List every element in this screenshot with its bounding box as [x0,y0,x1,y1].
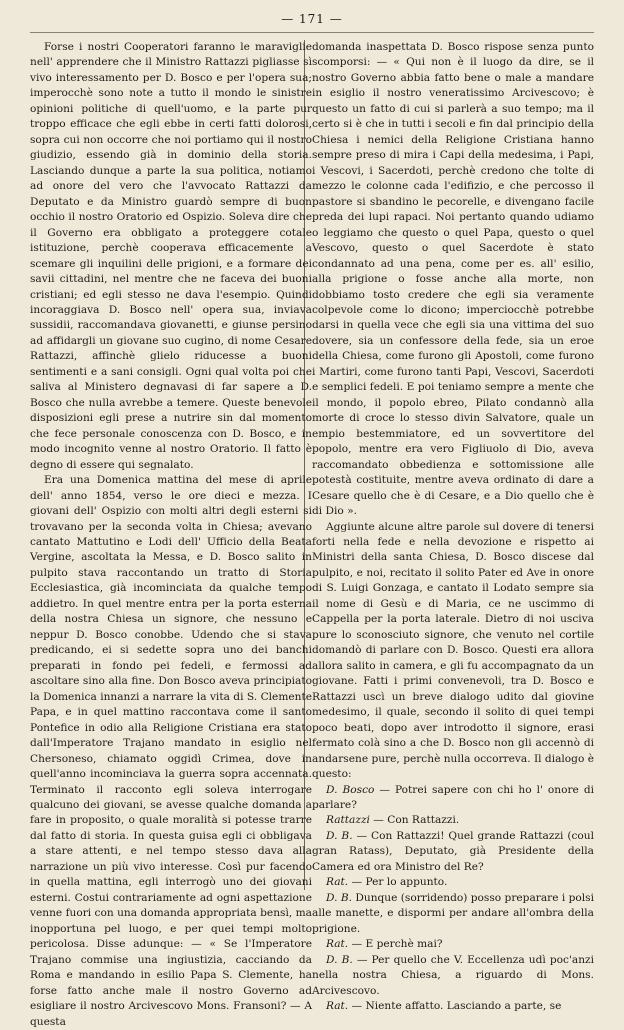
dialogue-text: — Potrei sapere con chi ho l' onore di parlare? [312,783,594,811]
dialogue-text: Dunque (sorridendo) posso preparare i polsi alle manette, e dispormi per andare all'ombra della prigione. [312,891,594,935]
paragraph: domanda inaspettata D. Bosco rispose senza punto scomporsi: — « Qui non è il luogo da dire, se il nostro Governo abbia fatto bene o male a mandare in esiglio il nostro veneratissimo Arcivescovo; è questo un fatto di cui si parlerà a suo tempo; ma il certo si è che in tutti i secoli e fin dal principio della Chiesa i nemici della Religione Cristiana hanno sempre preso di mira i Capi della medesima, i Papi, i Vescovi, i Sacerdoti, perchè credono che tolte di mezzo le colonne cada l'edifizio, e che percosso il pastore si sbandino le pecorelle, e divengano facile preda dei lupi rapaci. Noi pertanto quando udiamo o leggiamo che questo o quel Papa, questo o quel Vescovo, questo o quel Sacerdote è stato condannato ad una pena, come per es. all' esilio, alla prigione o fosse anche alla morte, non dobbiamo tosto credere che egli sia veramente colpevole come lo dicono; imperciocchè potrebbe darsi in quella vece che egli sia una vittima del suo dovere, sia un confessore della fede, sia un eroe della Chiesa, come furono gli Apostoli, come furono i Martiri, come furono tanti Papi, Vescovi, Sacerdoti e semplici fedeli. E poi teniamo sempre a mente che il mondo, il popolo ebreo, Pilato condannò alla morte di croce lo stesso divin Salvatore, quale un empio bestemmiatore, ed un sovvertitore del popolo, mentre era vero Figliuolo di Dio, aveva raccomandato obbedienza e sottomissione alle potestà costituite, mentre aveva ordinato di dare a Cesare quello che è di Cesare, e a Dio quello che è di Dio ». [312,41,594,518]
speaker: D. B. [326,891,353,904]
dialogue-line [312,953,594,999]
speaker: Rattazzi [326,814,370,827]
paragraph: Era una Domenica mattina del mese di aprile dell' anno 1854, verso le ore dieci e mezza. I giovani dell' Ospizio con molti altri degli esterni si trovavano per la seconda volta in Chiesa; avevano cantato Mattutino e Lodi dell' Ufficio della Beata Vergine, ascoltata la Messa, e D. Bosco salito in pulpito stava raccontando un tratto di Storia Ecclesiastica, già incominciata da qualche tempo addietro. In quel mentre entra per la porta esterna della nostra Chiesa un signore, che nessuno e neppur D. Bosco conobbe. Udendo che si stava predicando, ei si sedette sopra uno dei banchi preparati in fondo pei fedeli, e fermossi ad ascoltare sino alla fine. Don Bosco aveva principiato la Domenica innanzi a narrare la vita di S. Clemente Papa, e in quel mattino raccontava come il santo Pontefice in odio alla Religione Cristiana era stato dall'Imperatore Trajano mandato in esiglio nel Chersoneso, chiamato oggidì Crimea, dove in quell'anno incominciava la guerra sopra accennata. Terminato il racconto egli soleva interrogare qualcuno dei giovani, se avesse qualche domanda a fare in proposito, o quale moralità si potesse trarre dal fatto di storia. In questa guisa egli ci obbligava a stare attenti, e nel tempo stesso dava alla narrazione un più vivo interesse. Così pur facendo in quella mattina, egli interrogò uno dei giovani esterni. Costui contrariamente ad ogni aspettazione venne fuori con una domanda appropriata bensì, ma inopportuna pel luogo, e per quei tempi molto pericolosa. Disse adunque: — « Se l'Imperatore Trajano commise una ingiustizia, cacciando da Roma e mandando in esilio Papa S. Clemente, ha forse fatto anche male il nostro Governo ad esigliare il nostro Arcivescovo Mons. Fransoni? — A questa [30,474,312,1028]
dialogue-line [312,875,594,890]
paragraph: Forse i nostri Cooperatori faranno le maraviglie nell' apprendere che il Ministro Rattazzi pigliasse sì vivo interessamento per D. Bosco e per l'opera sua; imperocchè sono note a tutto il mondo le sinistre opinioni politiche di quell'uomo, e la parte pur troppo efficace che egli ebbe in certi fatti dolorosi, sopra cui non occorre che noi portiamo qui il nostro giudizio, essendo già in dominio della storia. Lasciando dunque a parte la sua politica, notiamo ad onore del vero che l'avvocato Rattazzi da Deputato e da Ministro guardò sempre di buon occhio il nostro Oratorio ed Ospizio. Soleva dire che il Governo era obbligato a proteggere cotale istituzione, perchè cooperava efficacemente a scemare gli inquilini delle prigioni, e a formare dei savii cittadini, nel mentre che ne faceva dei buoni cristiani; ed egli stesso ne dava l'esempio. Quindi incoraggiava D. Bosco nell' opera sua, inviava sussidii, raccomandava giovanetti, e giunse persino ad affidargli un giovane suo cugino, di nome Cesare Rattazzi, affinchè glielo riducesse a buoni sentimenti e a sani consigli. Ogni qual volta poi che saliva al Ministero degnavasi di far sapere a D. Bosco che nulla avrebbe a temere. Queste benevole disposizioni egli prese a nutrire sin dal momento che fece personale conoscenza con D. Bosco, e in modo incognito venne al nostro Oratorio. Il fatto è degno di essere qui segnalato. [30,41,312,471]
dialogue-text: — Per lo appunto. [351,876,448,889]
speaker: Rat. [326,876,349,889]
speaker: D. B. [326,829,353,842]
paragraph: Aggiunte alcune altre parole sul dovere di tenersi forti nella fede e nella devozione e rispetto ai Ministri della santa Chiesa, D. Bosco discese dal pulpito, e noi, recitato il solito Pater ed Ave in onore di S. Luigi Gonzaga, e cantato il Lodato sempre sia il nome di Gesù e di Maria, ce ne uscimmo di Cappella per la porta laterale. Dietro di noi usciva pure lo sconosciuto signore, che venuto nel cortile domandò di parlare con D. Bosco. Questi era allora allora salito in camera, e gli fu accompagnato da un giovane. Fatti i primi convenevoli, tra D. Bosco e Rattazzi uscì un breve dialogo udito dal giovine medesimo, il quale, secondo il solito di quei tempi poco beati, dopo aver introdotto il signore, erasi fermato colà sino a che D. Bosco non gli accennò di andarsene pure, perchè nulla occorreva. Il dialogo è questo: [312,520,594,781]
dialogue-line [312,813,594,828]
dialogue-line [312,891,594,937]
right-column [312,40,594,1015]
header-rule [30,32,594,33]
dialogue-line [312,829,594,875]
dialogue-text: — E perchè mai? [351,938,443,951]
dialogue-text: — Per quello che V. Eccellenza udì poc'anzi nella nostra Chiesa, a riguardo di Mons. Arcivescovo. [312,953,594,997]
speaker: Rat. [326,1000,349,1013]
dialogue-text: — Con Rattazzi! Quel grande Rattazzi (coul gran Ratass), Deputato, già Presidente della Camera ed ora Ministro del Re? [312,829,594,873]
dialogue-line [312,937,594,952]
page-number: — 171 — [281,12,343,26]
dialogue-line [312,999,594,1014]
speaker: D. Bosco [326,783,375,796]
dialogue-line [312,783,594,814]
speaker: D. B. [326,953,353,966]
speaker: Rat. [326,938,349,951]
dialogue-text: — Con Rattazzi. [373,814,460,827]
dialogue-text: — Niente affatto. Lasciando a parte, se [351,1000,562,1013]
left-column [30,40,312,1030]
